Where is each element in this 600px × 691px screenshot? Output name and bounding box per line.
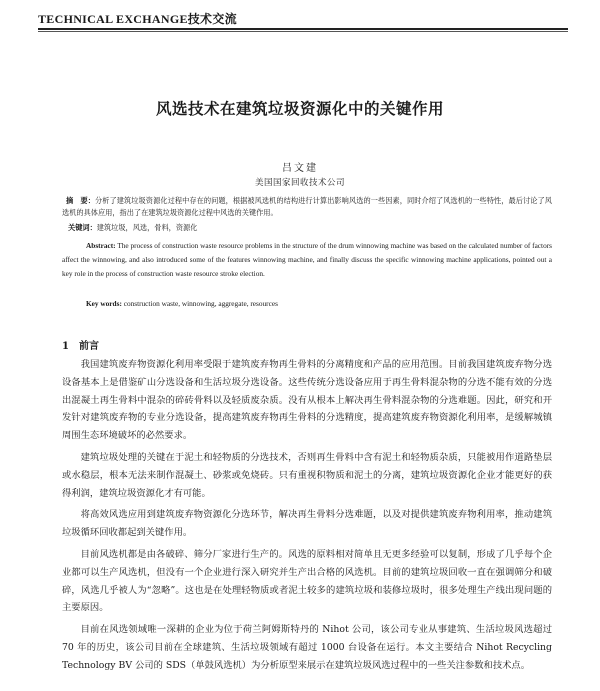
chinese-keywords xyxy=(68,222,548,234)
english-keywords-label: Key words: xyxy=(86,299,122,308)
chinese-abstract xyxy=(62,195,552,219)
english-abstract-label: Abstract: xyxy=(86,241,116,250)
chinese-abstract-label: 摘 要： xyxy=(66,196,96,205)
body-paragraph: 我国建筑废弃物资源化利用率受限于建筑废弃物再生骨料的分离精度和产品的应用范围。目前我国建筑废弃物分选设备基本上是借鉴矿山分选设备和生活垃圾分选设备。这些传统分选设备应用于再生骨料混杂物的分选不能有效的分选出混凝土再生骨料中混杂的碎砖骨料以及轻质废杂质。没有从根本上解决再生骨料混杂物的分选难题。因此，研究和开发针对建筑废弃物的专业分选设备，提高建筑废弃物再生骨料的分选精度，提高建筑废弃物资源化利用率，是缓解城镇周围生态环境破坏的必然要求。 xyxy=(62,359,552,442)
header-rule-thick xyxy=(38,28,568,30)
header-rule-thin xyxy=(38,31,568,32)
author-affiliation: 美国国家回收技术公司 xyxy=(254,178,345,188)
running-head: TECHNICAL EXCHANGE技术交流 xyxy=(38,12,237,26)
body-paragraph: 建筑垃圾处理的关键在于泥土和轻物质的分选技术，否则再生骨料中含有泥土和轻物质杂质，只能被用作道路垫层或水稳层，根本无法来制作混凝土、砂浆或免烧砖。只有重视积物质和泥土的分离，建筑垃圾资源化企业才能更好的获得利润，建筑垃圾资源化才有可能。 xyxy=(62,451,552,499)
section-heading-introduction: 1 前言 xyxy=(62,341,99,352)
english-abstract xyxy=(62,239,552,281)
chinese-keywords-label: 关键词： xyxy=(68,223,97,232)
english-keywords xyxy=(86,298,556,310)
article-author: 吕文建 xyxy=(282,163,318,174)
chinese-keywords-text: 建筑垃圾，风选，骨料，资源化 xyxy=(96,223,198,232)
english-abstract-text: The process of construction waste resource problems in the structure of the drum winnowing machine was based on the calculated number of factors affect the winnowing, and also introduced some of the features winnowing machine, and finally discuss the specific winnowing machine applications, pointed out a key role in the process of construction waste resource stroke election. xyxy=(62,241,552,278)
chinese-abstract-text: 分析了建筑垃圾资源化过程中存在的问题，根据被风选机的结构进行计算出影响风选的一些因素，同时介绍了风选机的一些特性，最后讨论了风选机的具体应用，指出了在建筑垃圾资源化过程中风选的关键作用。 xyxy=(62,196,552,217)
body-paragraph: 目前风选机都是由各破碎、筛分厂家进行生产的。风选的原料相对简单且无更多经验可以复制，形成了几乎每个企业都可以生产风选机，但没有一个企业进行深入研究并生产出合格的风选机。目前的建筑垃圾回收一直在强调筛分和破碎，风选几乎被人为“忽略”。这也是在处理轻物质或者泥土较多的建筑垃圾和装修垃圾时，很多处理生产线出现问题的主要原因。 xyxy=(62,548,552,614)
section-body xyxy=(62,356,552,679)
body-paragraph: 目前在风选领域唯一深耕的企业为位于荷兰阿姆斯特丹的 Nihot 公司，该公司专业从事建筑、生活垃圾风选超过 70 年的历史，该公司目前在全球建筑、生活垃圾领域有超过 1000 台设备在运行。本文主要结合 Nihot Recycling Technology BV 公司的 SDS（单鼓风选机）为分析原型来展示在建筑垃圾风选过程中的一些关注参数和技术点。 xyxy=(62,624,552,671)
article-title: 风选技术在建筑垃圾资源化中的关键作用 xyxy=(155,99,444,118)
english-keywords-text: construction waste, winnowing, aggregate, resources xyxy=(123,299,278,308)
body-paragraph: 将高效风选应用到建筑废弃物资源化分选环节，解决再生骨料分选难题，以及对提供建筑废弃物利用率，推动建筑垃圾循环回收都起到关键作用。 xyxy=(62,509,552,539)
